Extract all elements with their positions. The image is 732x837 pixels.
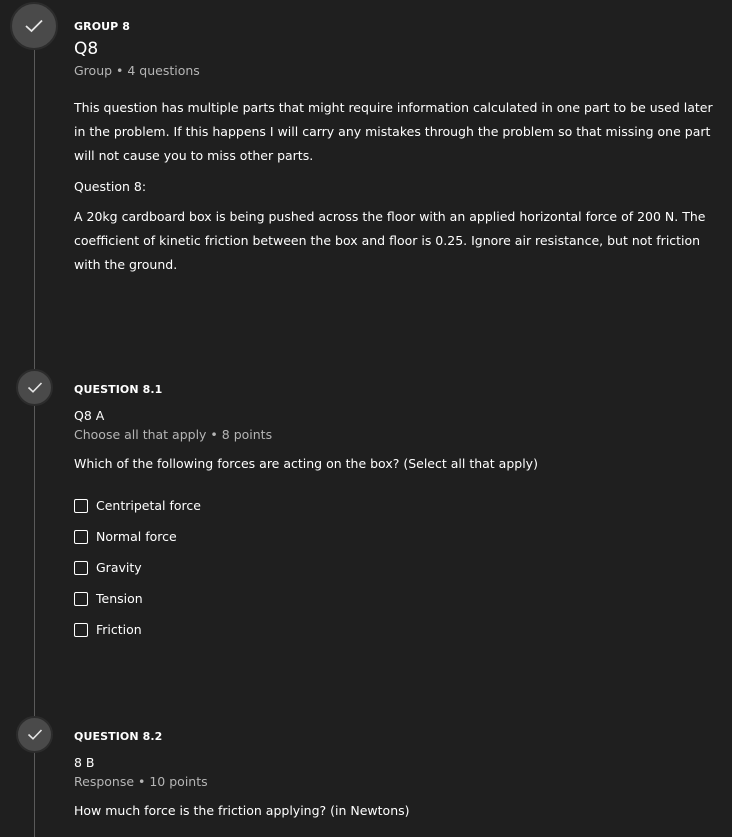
group-8-section — [74, 20, 714, 277]
option-label: Gravity — [96, 560, 142, 575]
checkbox[interactable] — [74, 561, 88, 575]
question-8-1-complete-indicator — [16, 369, 53, 406]
checkbox[interactable] — [74, 530, 88, 544]
question-meta: Response • 10 points — [74, 774, 208, 789]
question-kicker: QUESTION 8.1 — [74, 383, 163, 396]
option-label: Tension — [96, 591, 143, 606]
option-normal-force[interactable] — [74, 521, 714, 552]
option-label: Normal force — [96, 529, 177, 544]
question-title: 8 B — [74, 755, 95, 770]
problem-statement: A 20kg cardboard box is being pushed across the floor with an applied horizontal force of 200 N. The coefficient of kinetic friction between the box and floor is 0.25. Ignore air resistance, but not friction with the ground. — [74, 209, 706, 272]
question-kicker: QUESTION 8.2 — [74, 730, 163, 743]
group-kicker: GROUP 8 — [74, 20, 131, 33]
group-meta: Group • 4 questions — [74, 63, 200, 78]
check-icon — [24, 18, 44, 34]
check-icon — [27, 381, 43, 394]
option-gravity[interactable] — [74, 552, 714, 583]
question-heading: Question 8: — [74, 179, 147, 194]
checkbox[interactable] — [74, 499, 88, 513]
question-8-2-section — [74, 730, 714, 823]
option-label: Friction — [96, 622, 142, 637]
option-label: Centripetal force — [96, 498, 201, 513]
question-title: Q8 A — [74, 408, 105, 423]
question-prompt: Which of the following forces are acting on the box? (Select all that apply) — [74, 456, 538, 471]
group-intro: This question has multiple parts that might require information calculated in one part to be used later in the problem. If this happens I will carry any mistakes through the problem so that missing one part will not cause you to miss other parts. — [74, 100, 713, 163]
question-8-1-section — [74, 383, 714, 645]
option-centripetal-force[interactable] — [74, 490, 714, 521]
option-tension[interactable] — [74, 583, 714, 614]
checkbox[interactable] — [74, 623, 88, 637]
question-meta: Choose all that apply • 8 points — [74, 427, 273, 442]
answer-options — [74, 490, 714, 645]
option-friction[interactable] — [74, 614, 714, 645]
question-8-2-complete-indicator — [16, 716, 53, 753]
group-title: Q8 — [74, 39, 99, 59]
checkbox[interactable] — [74, 592, 88, 606]
question-prompt: How much force is the friction applying? (in Newtons) — [74, 803, 410, 818]
check-icon — [27, 728, 43, 741]
group-complete-indicator — [10, 2, 58, 50]
